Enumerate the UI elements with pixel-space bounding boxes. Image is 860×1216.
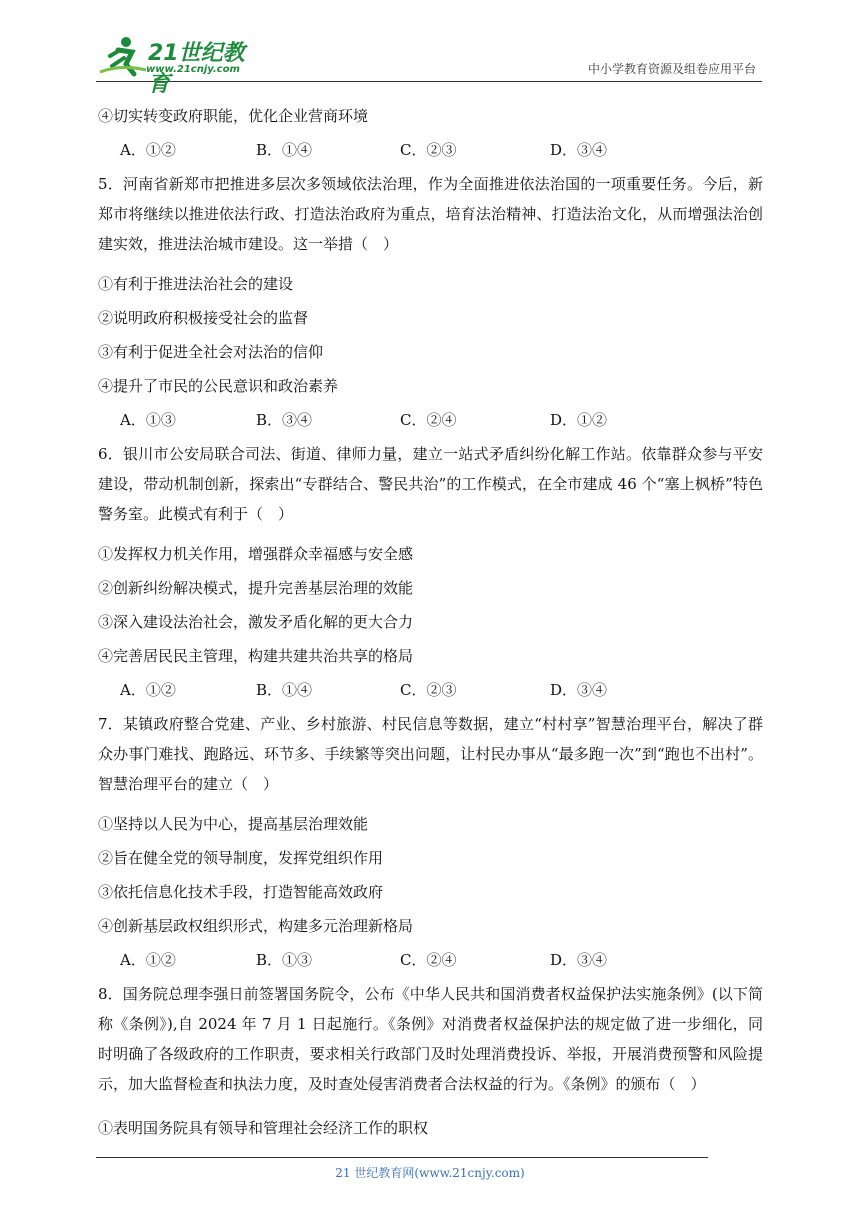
q5-option-a[interactable]: A．①③	[120, 411, 176, 429]
q4-options	[120, 140, 760, 160]
q5-option-d[interactable]: D．①②	[550, 411, 608, 429]
q5-item-4: ④提升了市民的公民意识和政治素养	[98, 377, 339, 395]
q4-option-c[interactable]: C．②③	[400, 141, 457, 159]
q6-item-2: ②创新纠纷解决模式，提升完善基层治理的效能	[98, 579, 414, 597]
q6-option-c[interactable]: C．②③	[400, 681, 457, 699]
q8-stem: 8．国务院总理李强日前签署国务院令，公布《中华人民共和国消费者权益保护法实施条例》(以下简称《条例》),自 2024 年 7 月 1 日起施行。《条例》对消费者权益保护法的规定做了进一步细化，同时明确了各级政府的工作职责，要求相关行政部门及时处理消费投诉、举报，开展消费预警和风险提示，加大监督检查和执法力度，及时查处侵害消费者合法权益的行为。《条例》的颁布（ ）	[98, 985, 763, 1093]
q7-item-3: ③依托信息化技术手段，打造智能高效政府	[98, 883, 384, 901]
page-footer[interactable]: 21 世纪教育网(www.21cnjy.com)	[335, 1166, 525, 1180]
q7-item-1: ①坚持以人民为中心，提高基层治理效能	[98, 815, 369, 833]
q5-item-2: ②说明政府积极接受社会的监督	[98, 309, 309, 327]
q7-item-4: ④创新基层政权组织形式，构建多元治理新格局	[98, 917, 414, 935]
q6-stem: 6．银川市公安局联合司法、街道、律师力量，建立一站式矛盾纠纷化解工作站。依靠群众参与平安建设，带动机制创新，探索出“专群结合、警民共治”的工作模式，在全市建成 46 个“塞上枫桥”特色警务室。此模式有利于（ ）	[98, 445, 763, 523]
q7-option-a[interactable]: A．①②	[120, 951, 176, 969]
footer-divider	[96, 1157, 708, 1158]
page-header	[96, 30, 762, 97]
q4-option-b[interactable]: B．①④	[256, 141, 313, 159]
q5-item-3: ③有利于促进全社会对法治的信仰	[98, 343, 324, 361]
q5-item-1: ①有利于推进法治社会的建设	[98, 275, 294, 293]
q7-option-c[interactable]: C．②④	[400, 951, 457, 969]
q7-stem: 7．某镇政府整合党建、产业、乡村旅游、村民信息等数据，建立“村村享”智慧治理平台，解决了群众办事门难找、跑路远、环节多、手续繁等突出问题，让村民办事从“最多跑一次”到“跑也不出村”。智慧治理平台的建立（ ）	[98, 715, 763, 793]
q6-item-1: ①发挥权力机关作用，增强群众幸福感与安全感	[98, 545, 414, 563]
q4-item-4: ④切实转变政府职能，优化企业营商环境	[98, 107, 369, 125]
q6-option-d[interactable]: D．③④	[550, 681, 608, 699]
q6-options	[120, 680, 760, 700]
q7-item-2: ②旨在健全党的领导制度，发挥党组织作用	[98, 849, 384, 867]
q5-stem: 5．河南省新郑市把推进多层次多领域依法治理，作为全面推进依法治国的一项重要任务。今后，新郑市将继续以推进依法行政、打造法治政府为重点，培育法治精神、打造法治文化，从而增强法治创建实效，推进法治城市建设。这一举措（ ）	[98, 175, 763, 253]
q8-item-1: ①表明国务院具有领导和管理社会经济工作的职权	[98, 1119, 429, 1137]
q5-options	[120, 410, 760, 430]
q7-options	[120, 950, 760, 970]
q7-option-b[interactable]: B．①③	[256, 951, 313, 969]
q6-item-3: ③深入建设法治社会，激发矛盾化解的更大合力	[98, 613, 414, 631]
runner-icon	[96, 34, 148, 80]
q7-option-d[interactable]: D．③④	[550, 951, 608, 969]
logo-url: www.21cnjy.com	[146, 64, 240, 75]
platform-title: 中小学教育资源及组卷应用平台	[587, 62, 756, 76]
q6-item-4: ④完善居民民主管理，构建共建共治共享的格局	[98, 647, 414, 665]
q5-option-b[interactable]: B．③④	[256, 411, 313, 429]
q6-option-b[interactable]: B．①④	[256, 681, 313, 699]
site-logo[interactable]	[96, 34, 266, 97]
q4-option-d[interactable]: D．③④	[550, 141, 608, 159]
q6-option-a[interactable]: A．①②	[120, 681, 176, 699]
q5-option-c[interactable]: C．②④	[400, 411, 457, 429]
q4-option-a[interactable]: A．①②	[120, 141, 176, 159]
logo-text: 21世纪教育	[148, 41, 245, 97]
